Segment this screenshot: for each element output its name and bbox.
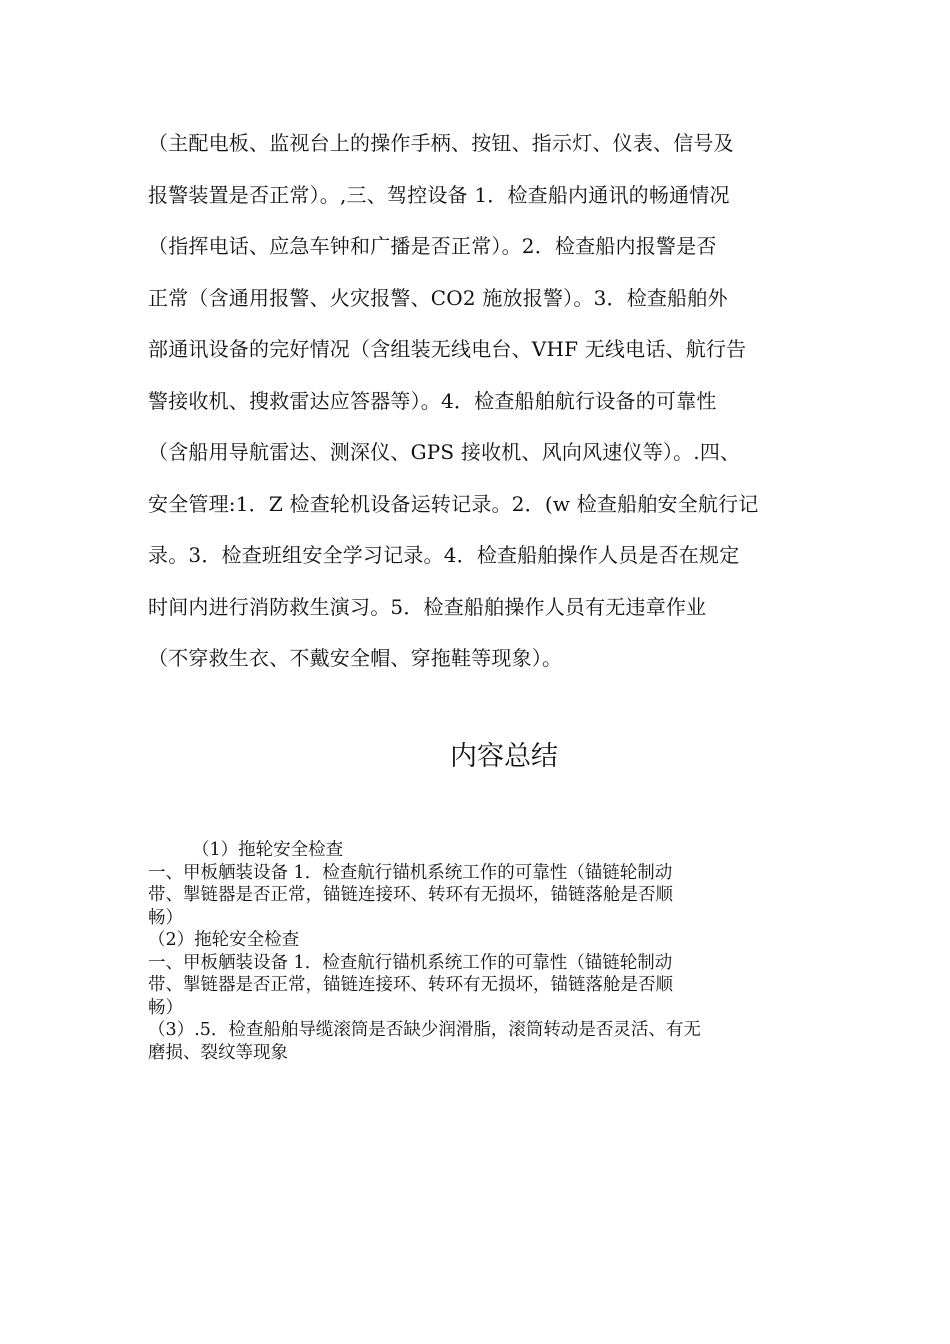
summary-line: 带、掣链器是否正常，锚链连接环、转环有无损坏，锚链落舱是否顺: [148, 975, 673, 995]
body-paragraph: [148, 118, 808, 685]
summary-line: （1）拖轮安全检查: [192, 840, 344, 860]
summary-line: 一、甲板舾装设备 1．检查航行锚机系统工作的可靠性（锚链轮制动: [148, 952, 673, 973]
body-line: 报警装置是否正常）。,三、驾控设备 1．检查船内通讯的畅通情况: [148, 182, 730, 207]
summary-title: 内容总结: [450, 741, 558, 772]
summary-line: 带、掣链器是否正常，锚链连接环、转环有无损坏，锚链落舱是否顺: [148, 885, 673, 905]
summary-line: 磨损、裂纹等现象: [148, 1042, 288, 1063]
body-line: 正常（含通用报警、火灾报警、CO2 施放报警）。3．检查船舶外: [148, 285, 728, 310]
body-line: 录。3．检查班组安全学习记录。4．检查船舶操作人员是否在规定: [148, 543, 740, 567]
body-line: （含船用导航雷达、测深仪、GPS 接收机、风向风速仪等）。.四、: [148, 440, 741, 464]
body-line: （不穿救生衣、不戴安全帽、穿拖鞋等现象）。: [148, 646, 563, 670]
summary-line: 畅）: [148, 997, 183, 1018]
body-line: 部通讯设备的完好情况（含组装无线电台、VHF 无线电话、航行告: [148, 337, 747, 361]
summary-line: 畅）: [148, 907, 183, 928]
summary-section: [148, 839, 808, 1064]
body-line: 警接收机、搜救雷达应答器等）。4．检查船舶航行设备的可靠性: [148, 388, 717, 413]
body-line: （指挥电话、应急车钟和广播是否正常）。2．检查船内报警是否: [148, 234, 717, 258]
summary-line: （2）拖轮安全检查: [148, 930, 300, 950]
summary-line: 一、甲板舾装设备 1．检查航行锚机系统工作的可靠性（锚链轮制动: [148, 862, 673, 883]
body-line: 安全管理:1．Z 检查轮机设备运转记录。2．(w 检查船舶安全航行记: [148, 491, 759, 516]
summary-line: （3）.5．检查船舶导缆滚筒是否缺少润滑脂，滚筒转动是否灵活、有无: [148, 1020, 701, 1040]
body-line: （主配电板、监视台上的操作手柄、按钮、指示灯、仪表、信号及: [148, 131, 734, 155]
body-line: 时间内进行消防救生演习。5．检查船舶操作人员有无违章作业: [148, 594, 707, 619]
